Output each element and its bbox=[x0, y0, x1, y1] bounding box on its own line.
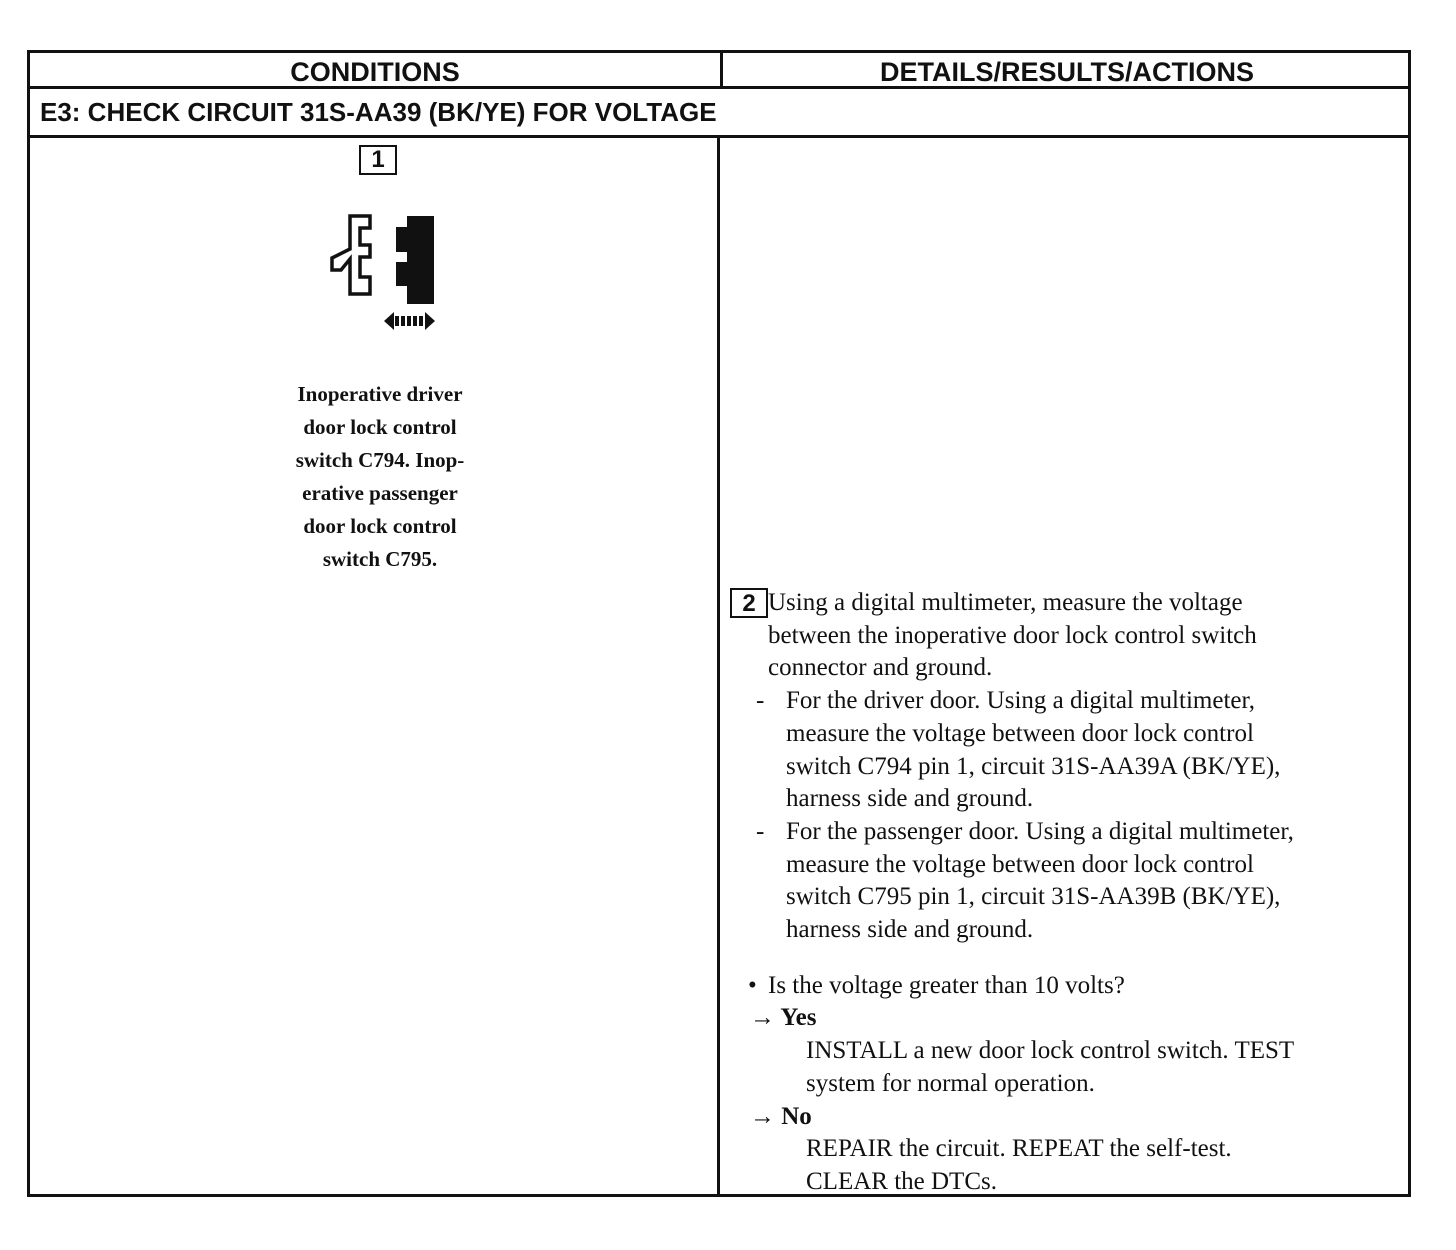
connector-disconnect-icon bbox=[313, 211, 448, 336]
instruction-line: between the inoperative door lock control switch bbox=[768, 621, 1257, 649]
no-action bbox=[806, 1133, 1400, 1198]
passenger-line: harness side and ground. bbox=[786, 916, 1034, 944]
caption-line: switch C794. Inop- bbox=[295, 448, 465, 472]
no-label: → No bbox=[750, 1102, 812, 1130]
driver-line: measure the voltage between door lock control bbox=[786, 719, 1254, 747]
yes-action bbox=[806, 1035, 1400, 1100]
driver-door-item bbox=[756, 685, 1400, 816]
step-1-marker: 1 bbox=[359, 145, 397, 175]
question-text: Is the voltage greater than 10 volts? bbox=[768, 971, 1125, 999]
instruction-line: Using a digital multimeter, measure the voltage bbox=[768, 589, 1243, 616]
instruction-text bbox=[768, 587, 1400, 685]
caption-line: door lock control bbox=[303, 415, 457, 439]
step-2-marker: 2 bbox=[730, 588, 768, 618]
section-title: E3: CHECK CIRCUIT 31S-AA39 (BK/YE) FOR VOLTAGE bbox=[40, 97, 717, 127]
driver-line: For the driver door. Using a digital multimeter, bbox=[786, 687, 1256, 715]
actions-column bbox=[730, 587, 1400, 1199]
caption-line: erative passenger bbox=[302, 481, 458, 505]
yes-line: INSTALL a new door lock control switch. TEST bbox=[806, 1037, 1295, 1065]
yes-label: → Yes bbox=[750, 1004, 817, 1032]
condition-caption bbox=[260, 378, 500, 576]
caption-line: switch C795. bbox=[322, 547, 438, 571]
passenger-line: switch C795 pin 1, circuit 31S-AA39B (BK/YE), bbox=[786, 883, 1281, 911]
conditions-header: CONDITIONS bbox=[290, 57, 460, 86]
dash-marker: - bbox=[756, 687, 765, 715]
diagnostic-table bbox=[27, 50, 1411, 1197]
details-header: DETAILS/RESULTS/ACTIONS bbox=[879, 57, 1254, 86]
caption-line: door lock control bbox=[303, 514, 457, 538]
caption-line: Inoperative driver bbox=[297, 382, 463, 406]
passenger-door-item bbox=[756, 816, 1400, 947]
yes-line: system for normal operation. bbox=[806, 1069, 1095, 1097]
passenger-line: measure the voltage between door lock control bbox=[786, 850, 1254, 878]
no-line: CLEAR the DTCs. bbox=[806, 1167, 997, 1195]
bullet-marker: • bbox=[748, 971, 757, 999]
driver-line: harness side and ground. bbox=[786, 785, 1034, 813]
instruction-line: connector and ground. bbox=[768, 654, 993, 682]
dash-marker: - bbox=[756, 817, 765, 845]
passenger-line: For the passenger door. Using a digital multimeter, bbox=[786, 817, 1294, 845]
header-divider bbox=[30, 86, 1408, 89]
driver-line: switch C794 pin 1, circuit 31S-AA39A (BK/YE), bbox=[786, 752, 1281, 780]
voltage-question bbox=[748, 970, 1400, 1003]
no-line: REPAIR the circuit. REPEAT the self-test. bbox=[806, 1135, 1232, 1163]
column-divider bbox=[717, 138, 720, 1194]
